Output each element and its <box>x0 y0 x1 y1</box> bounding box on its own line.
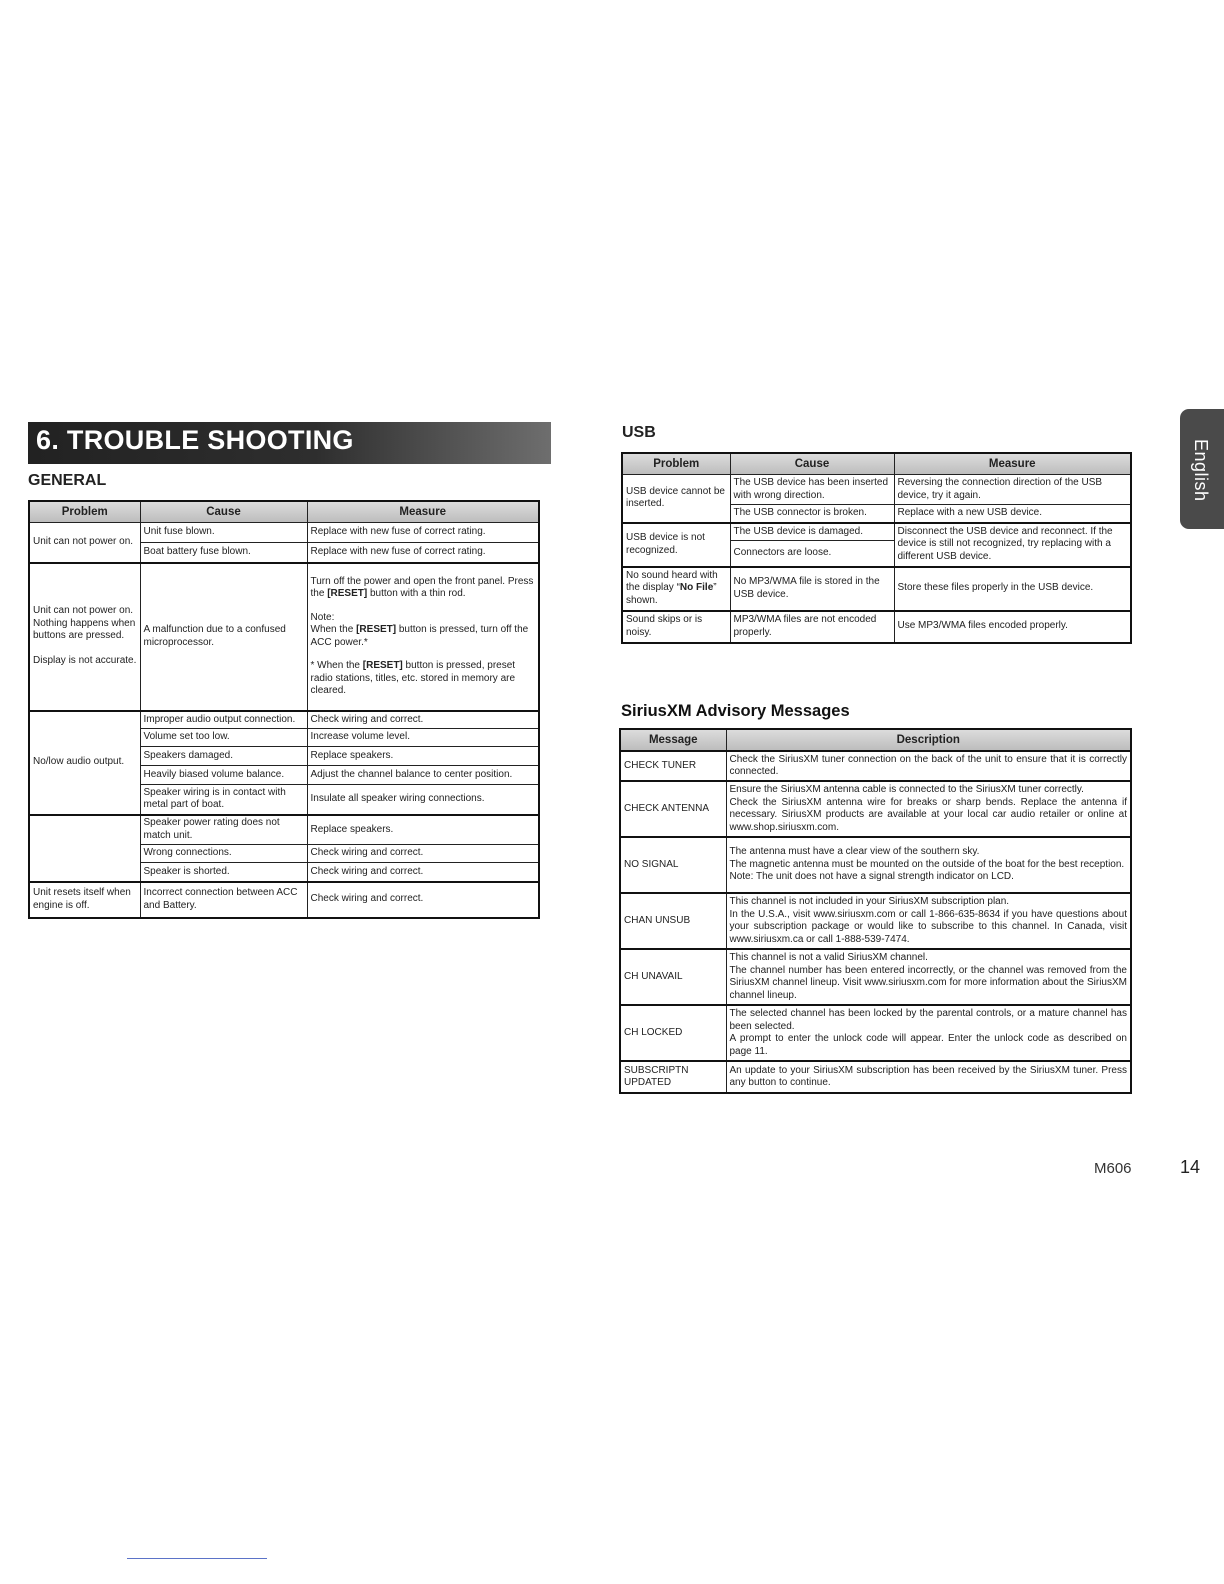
table-row <box>622 475 1131 505</box>
footnote-text: button is pressed, preset radio stations, titles, etc. stored in memory are cleared. <box>310 660 516 696</box>
cause-cell: Volume set too low. <box>140 729 307 747</box>
measure-cell: Replace speakers. <box>307 815 539 845</box>
cause-cell: Improper audio output connection. <box>140 711 307 729</box>
description-line: The selected channel has been locked by the parental controls, or a mature channel has been selected. <box>729 1008 1127 1032</box>
table-row <box>620 837 1131 893</box>
message-cell: NO SIGNAL <box>620 837 726 893</box>
table-row <box>620 949 1131 1005</box>
table-row <box>29 815 539 845</box>
problem-text: Unit can not power on. <box>33 605 134 617</box>
message-cell: CHECK ANTENNA <box>620 781 726 837</box>
no-file-label: No File <box>679 582 714 594</box>
cause-cell: Incorrect connection between ACC and Battery. <box>140 882 307 918</box>
description-line: Ensure the SiriusXM antenna cable is connected to the SiriusXM tuner correctly. <box>729 784 1084 795</box>
cause-cell: Boat battery fuse blown. <box>140 543 307 563</box>
message-cell: SUBSCRIPTN UPDATED <box>620 1061 726 1093</box>
measure-cell: Check wiring and correct. <box>307 845 539 863</box>
problem-cell <box>29 563 140 711</box>
measure-cell: Store these files properly in the USB device. <box>894 567 1131 611</box>
usb-heading: USB <box>622 424 656 441</box>
measure-cell <box>307 563 539 711</box>
reset-label: [RESET] <box>356 624 397 635</box>
description-line: Check the SiriusXM antenna wire for breaks or sharp bends. Replace the antenna if necessary. SiriusXM products are available at your local car audio retailer or online at www.shop.siriusxm.com. <box>729 796 1127 833</box>
measure-cell: Increase volume level. <box>307 729 539 747</box>
message-cell: CHECK TUNER <box>620 751 726 781</box>
measure-text: button with a thin rod. <box>367 588 466 599</box>
measure-cell: Reversing the connection direction of the USB device, try it again. <box>894 475 1131 505</box>
problem-text: Display is not accurate. <box>33 655 137 667</box>
table-row <box>622 567 1131 611</box>
cause-cell: A malfunction due to a confused microprocessor. <box>140 563 307 711</box>
message-cell: CH UNAVAIL <box>620 949 726 1005</box>
footnote-text: * When the <box>310 660 363 671</box>
language-tab <box>1180 409 1224 529</box>
usb-header-problem: Problem <box>622 453 730 475</box>
measure-cell: Check wiring and correct. <box>307 882 539 918</box>
description-line: Check the SiriusXM tuner connection on the back of the unit to ensure that it is correctly connected. <box>729 753 1127 777</box>
measure-cell: Insulate all speaker wiring connections. <box>307 785 539 815</box>
description-cell <box>726 1061 1131 1093</box>
cause-cell: Speakers damaged. <box>140 747 307 766</box>
table-row <box>29 523 539 543</box>
cause-cell: Unit fuse blown. <box>140 523 307 543</box>
cause-cell: Wrong connections. <box>140 845 307 863</box>
model-number: M606 <box>1094 1160 1132 1177</box>
problem-cell: Unit can not power on. <box>29 523 140 563</box>
general-heading: GENERAL <box>28 472 107 489</box>
usb-table <box>621 452 1132 644</box>
message-cell: CHAN UNSUB <box>620 893 726 949</box>
problem-text: ” shown. <box>626 582 717 606</box>
measure-cell: Use MP3/WMA files encoded properly. <box>894 611 1131 643</box>
general-header-cause: Cause <box>140 501 307 523</box>
table-row <box>620 1061 1131 1093</box>
sxm-header-message: Message <box>620 729 726 751</box>
general-header-measure: Measure <box>307 501 539 523</box>
note-text: When the <box>310 624 357 635</box>
problem-text: No sound heard with the display “ <box>626 569 718 594</box>
description-line: This channel is not a valid SiriusXM channel. <box>729 952 928 963</box>
description-cell <box>726 781 1131 837</box>
description-line: A prompt to enter the unlock code will appear. Enter the unlock code as described on page 11. <box>729 1033 1127 1057</box>
table-row <box>29 563 539 711</box>
siriusxm-heading: SiriusXM Advisory Messages <box>621 702 850 720</box>
description-cell <box>726 1005 1131 1061</box>
sxm-header-description: Description <box>726 729 1131 751</box>
table-row <box>29 882 539 918</box>
measure-cell: Adjust the channel balance to center position. <box>307 766 539 785</box>
table-row <box>620 751 1131 781</box>
cause-cell: Speaker is shorted. <box>140 863 307 882</box>
message-cell: CH LOCKED <box>620 1005 726 1061</box>
problem-cell: USB device is not recognized. <box>622 523 730 567</box>
usb-header-cause: Cause <box>730 453 894 475</box>
description-cell <box>726 949 1131 1005</box>
bottom-divider <box>127 1558 267 1559</box>
section-title-banner <box>28 422 551 464</box>
description-line: This channel is not included in your SiriusXM subscription plan. <box>729 896 1010 907</box>
cause-cell: Speaker wiring is in contact with metal part of boat. <box>140 785 307 815</box>
measure-cell: Replace with new fuse of correct rating. <box>307 523 539 543</box>
description-line: The magnetic antenna must be mounted on the outside of the boat for the best reception. <box>729 858 1125 870</box>
language-label: English <box>1191 439 1211 502</box>
problem-cell: No/low audio output. <box>29 711 140 815</box>
cause-cell: Connectors are loose. <box>730 541 894 567</box>
table-row <box>29 711 539 729</box>
cause-cell: The USB device has been inserted with wrong direction. <box>730 475 894 505</box>
cause-cell: No MP3/WMA file is stored in the USB device. <box>730 567 894 611</box>
measure-cell: Check wiring and correct. <box>307 863 539 882</box>
measure-text: Turn off the power and open the front panel. Press the <box>310 575 534 599</box>
note-label: Note: <box>310 611 335 623</box>
general-table <box>28 500 540 919</box>
cause-cell: The USB device is damaged. <box>730 523 894 541</box>
table-row <box>620 893 1131 949</box>
general-header-problem: Problem <box>29 501 140 523</box>
footnote <box>311 660 536 698</box>
cause-cell: The USB connector is broken. <box>730 505 894 523</box>
problem-cell: Sound skips or is noisy. <box>622 611 730 643</box>
problem-cell: Unit resets itself when engine is off. <box>29 882 140 918</box>
siriusxm-table <box>619 728 1132 1094</box>
table-row <box>622 523 1131 541</box>
description-cell <box>726 837 1131 893</box>
problem-text: Nothing happens when buttons are pressed. <box>33 617 136 642</box>
description-cell <box>726 893 1131 949</box>
table-row <box>620 1005 1131 1061</box>
note-text: button is pressed, turn off the ACC power.* <box>310 624 529 648</box>
measure-cell: Replace speakers. <box>307 747 539 766</box>
table-row <box>620 781 1131 837</box>
measure-cell: Replace with a new USB device. <box>894 505 1131 523</box>
measure-cell: Replace with new fuse of correct rating. <box>307 543 539 563</box>
measure-cell: Check wiring and correct. <box>307 711 539 729</box>
reset-label: [RESET] <box>327 588 368 599</box>
description-line: In the U.S.A., visit www.siriusxm.com or call 1-866-635-8634 if you have questions about your subscription package or would like to subscribe to this channel. In Canada, visit www.siriusxm.ca or call 1-888-539-7474. <box>729 908 1127 945</box>
problem-cell: USB device cannot be inserted. <box>622 475 730 523</box>
page-number: 14 <box>1180 1157 1201 1177</box>
usb-header-measure: Measure <box>894 453 1131 475</box>
problem-cell <box>29 815 140 882</box>
description-line: Note: The unit does not have a signal strength indicator on LCD. <box>729 871 1014 883</box>
reset-label: [RESET] <box>362 660 403 671</box>
description-line: The channel number has been entered incorrectly, or the channel was removed from the SiriusXM channel lineup. Visit www.siriusxm.com for more information about the SiriusXM channel lineup. <box>729 964 1127 1001</box>
description-line: An update to your SiriusXM subscription has been received by the SiriusXM tuner. Press any button to continue. <box>729 1064 1127 1088</box>
measure-cell: Disconnect the USB device and reconnect. If the device is still not recognized, try replacing with a different USB device. <box>894 523 1131 567</box>
table-row <box>622 611 1131 643</box>
section-title: 6. TROUBLE SHOOTING <box>36 425 354 455</box>
cause-cell: Speaker power rating does not match unit. <box>140 815 307 845</box>
cause-cell: Heavily biased volume balance. <box>140 766 307 785</box>
cause-cell: MP3/WMA files are not encoded properly. <box>730 611 894 643</box>
description-line: The antenna must have a clear view of the southern sky. <box>729 846 980 858</box>
problem-cell <box>622 567 730 611</box>
description-cell <box>726 751 1131 781</box>
